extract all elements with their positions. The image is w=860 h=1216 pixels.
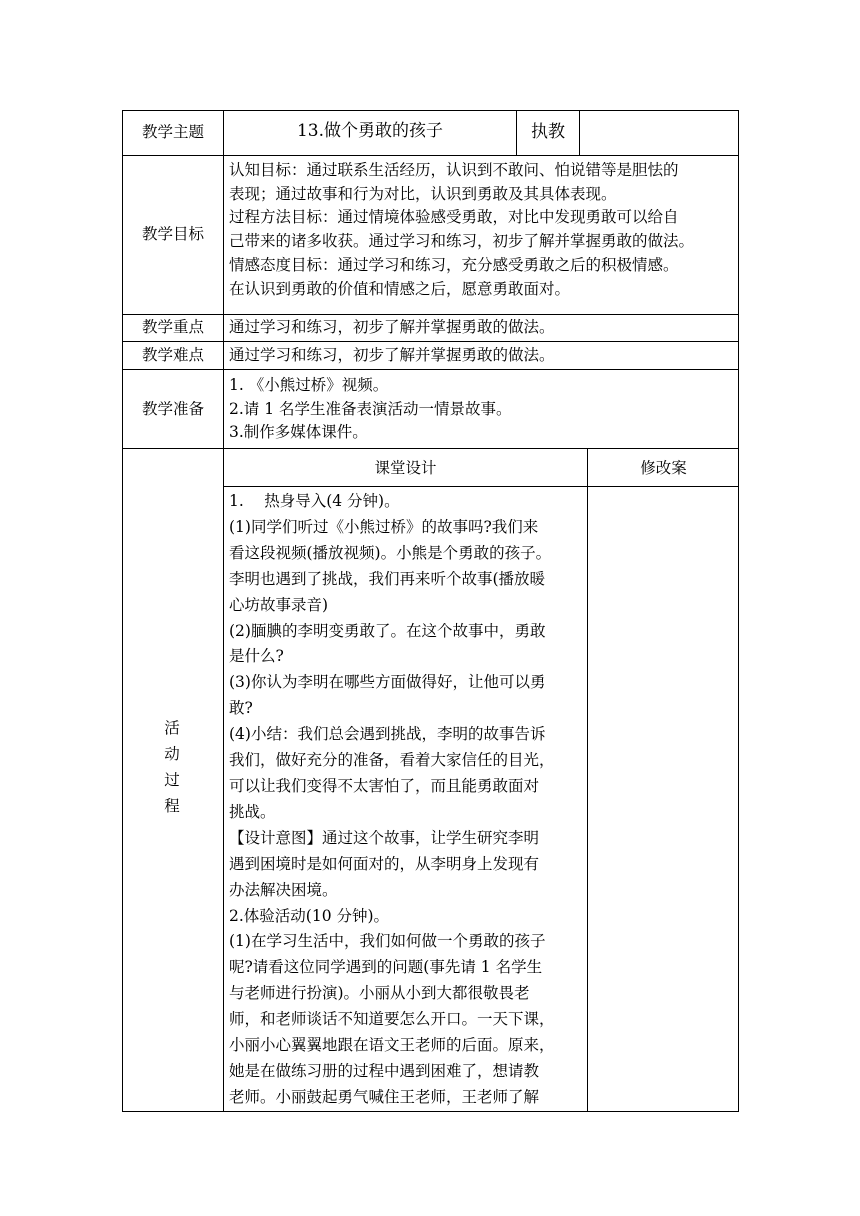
focus-value: 通过学习和练习，初步了解并掌握勇敢的做法。 [229,318,555,336]
row-divider-prep [122,448,739,449]
goals-line: 己带来的诸多收获。通过学习和练习，初步了解并掌握勇敢的做法。 [229,232,695,251]
difficulty-label: 教学难点 [141,346,204,364]
design-header: 课堂设计 [374,459,437,477]
design-line: (1)同学们听过《小熊过桥》的故事吗?我们来 [229,517,539,536]
goals-line: 认知目标：通过联系生活经历，认识到不敢问、怕说错等是胆怯的 [229,161,679,179]
design-line: 办法解决困境。 [229,880,338,899]
goals-line: 情感态度目标：通过学习和练习，充分感受勇敢之后的积极情感。 [229,255,679,274]
focus-label: 教学重点 [141,318,204,336]
prep-label: 教学准备 [141,400,204,418]
process-label-char: 程 [164,797,180,815]
design-line: (3)你认为李明在哪些方面做得好，让他可以勇 [229,673,546,692]
col-divider-label [223,110,224,1112]
goals-text [229,159,735,301]
col-divider-teacher-value [579,110,580,155]
design-line: 与老师进行扮演)。小丽从小到大都很敬畏老 [229,984,530,1003]
topic-label: 教学主题 [141,123,204,141]
design-line: (2)腼腆的李明变勇敢了。在这个故事中，勇敢 [229,621,546,640]
design-line: 2.体验活动(10 分钟)。 [229,906,390,925]
prep-line: 1. 《小熊过桥》视频。 [229,376,389,394]
revision-header: 修改案 [640,459,687,477]
design-line: 看这段视频(播放视频)。小熊是个勇敢的孩子。 [229,543,552,562]
teacher-label: 执教 [531,122,565,142]
design-line: 李明也遇到了挑战，我们再来听个故事(播放暖 [229,569,546,588]
process-label-char: 活 [164,719,180,737]
design-line: 可以让我们变得不太害怕了，而且能勇敢面对 [229,776,540,795]
design-line: 遇到困境时是如何面对的，从李明身上发现有 [229,854,540,873]
goals-line: 表现；通过故事和行为对比，认识到勇敢及其具体表现。 [229,184,617,203]
row-divider-goals [122,314,739,315]
design-line: 敢? [229,699,253,718]
design-line: 老师。小丽鼓起勇气喊住王老师，王老师了解 [229,1087,540,1106]
design-line: 师，和老师谈话不知道要怎么开口。一天下课， [229,1010,555,1029]
row-divider-topic [122,155,739,156]
design-line: 【设计意图】通过这个故事，让学生研究李明 [229,828,540,847]
design-line: (4)小结：我们总会遇到挑战，李明的故事告诉 [229,725,546,744]
row-divider-difficulty [122,369,739,370]
row-divider-focus [122,341,739,342]
design-text [229,489,585,1111]
design-line: 挑战。 [229,802,276,821]
prep-line: 2.请 1 名学生准备表演活动一情景故事。 [229,399,512,418]
goals-line: 在认识到勇敢的价值和情感之后，愿意勇敢面对。 [229,279,571,298]
prep-text [229,374,735,445]
difficulty-value: 通过学习和练习，初步了解并掌握勇敢的做法。 [229,346,555,364]
goals-line: 过程方法目标：通过情境体验感受勇敢，对比中发现勇敢可以给自 [229,208,679,227]
process-label [157,715,187,819]
design-line: (1)在学习生活中，我们如何做一个勇敢的孩子 [229,932,546,951]
topic-value: 13.做个勇敢的孩子 [296,121,444,141]
design-line: 心坊故事录音) [229,595,329,614]
design-line: 小丽小心翼翼地跟在语文王老师的后面。原来， [229,1036,555,1055]
prep-line: 3.制作多媒体课件。 [229,423,368,442]
design-line: 她是在做练习册的过程中遇到困难了，想请教 [229,1061,540,1080]
design-line: 1. 热身导入(4 分钟)。 [229,492,400,510]
design-line: 呢?请看这位同学遇到的问题(事先请 1 名学生 [229,958,543,977]
row-divider-header [223,486,739,487]
process-label-char: 动 [164,745,180,763]
design-line: 我们，做好充分的准备，看着大家信任的目光， [229,751,555,770]
goals-label: 教学目标 [141,225,204,243]
col-divider-design-revision [587,448,588,1112]
process-label-char: 过 [164,771,180,789]
design-line: 是什么? [229,647,284,666]
